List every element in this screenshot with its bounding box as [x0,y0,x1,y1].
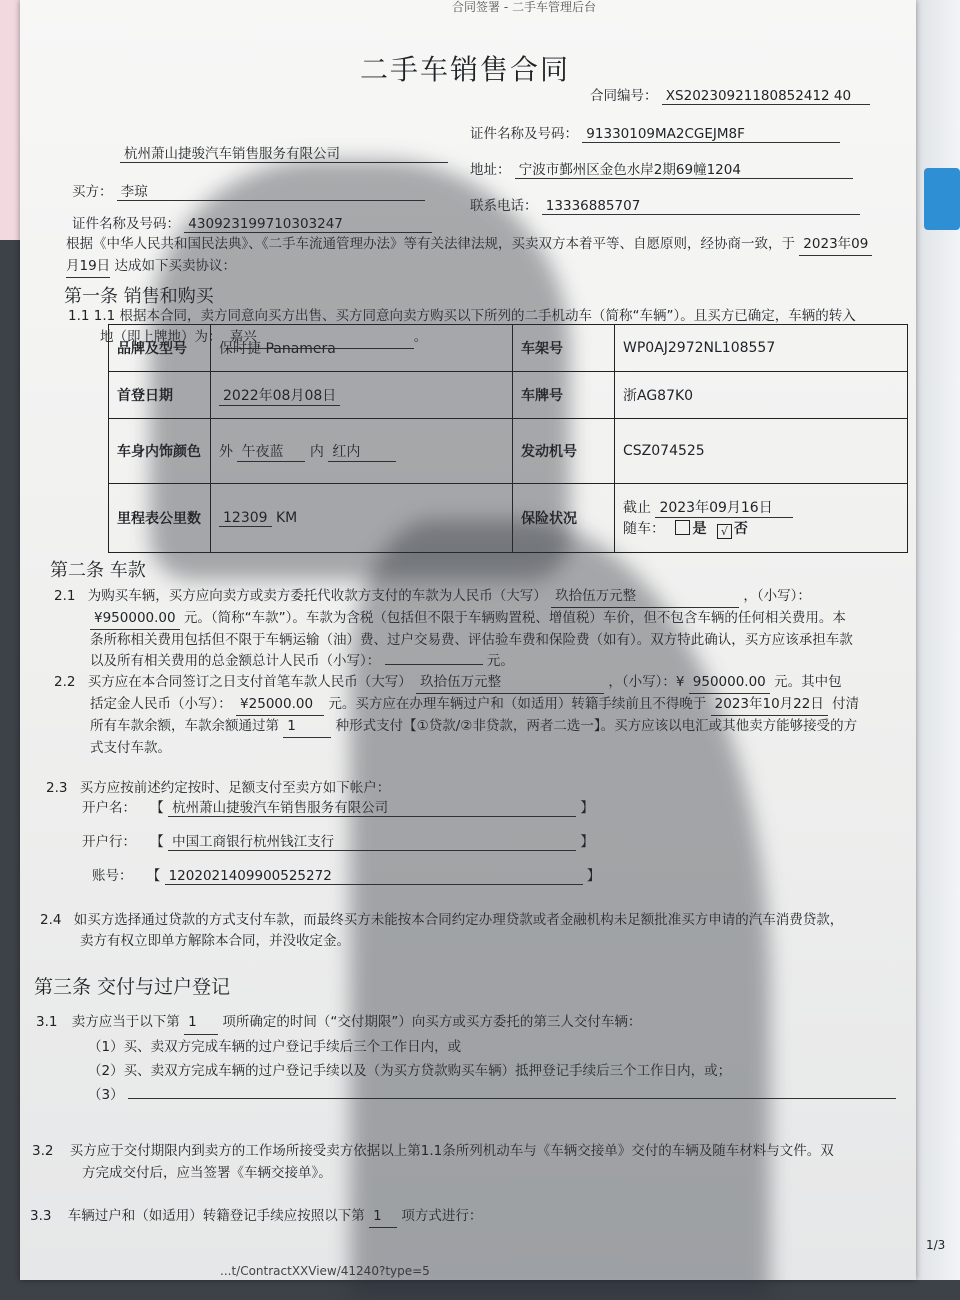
seller-row [120,142,448,163]
reg-date-cell [211,372,513,419]
contract-no-row [590,84,870,105]
exterior-color: 午夜蓝 [237,441,305,462]
clause-number: 2.3 [46,780,68,796]
exterior-label: 外 [219,443,233,460]
buyer-id-label: 证件名称及号码： [72,216,180,232]
bracket: 】 [580,800,594,816]
mileage-cell [211,484,513,553]
first-payment-amount: 950000.00 [689,672,770,694]
clause-text: 买方应按前述约定按时、足额支付至卖方如下帐户： [79,780,391,796]
buyer-id-row [72,212,432,233]
color-label: 车身内饰颜色 [109,419,211,484]
clause-text: 条所称相关费用包括但不限于车辆运输（油）费、过户交易费、评估验车费和保险费（如有）。双方特此确认，买方应该承担车款 [90,632,853,648]
price-in-words: 玖拾伍万元整 [551,586,739,608]
clause-number: 2.1 [54,588,76,604]
clause-text: 种形式支付【①贷款/②非贷款，两者二选一】。买方应该以电汇或其他卖方能够接受的方 [335,718,858,734]
bank-name: 中国工商银行杭州钱江支行 [168,830,576,851]
clause-text: 所有车款余额，车款余额通过第 [90,718,279,734]
bracket: 】 [586,868,601,884]
checkbox-yes [675,520,690,535]
plate-label: 车牌号 [513,372,615,419]
clause-text: 项方式进行： [401,1208,483,1224]
seller-phone-label: 联系电话： [470,198,538,214]
article-2-4 [40,910,920,952]
insurance-until: 2023年09月16日 [655,497,793,518]
seller-id-label: 证件名称及号码： [470,126,578,142]
account-no-row [92,864,600,885]
buyer-name: 李琼 [117,180,425,201]
plate-value: 浙AG87K0 [615,372,908,419]
blue-clip [924,168,960,230]
bracket: 【 [146,868,161,884]
page-number: 1/3 [926,1238,946,1252]
clause-text: 元。（简称“车款”）。车款为含税（包括但不限于车辆购置税、增值税）车价，但不包含车辆的任何相关费用。本 [183,610,846,626]
clause-text: 买方应在本合同签订之日支付首笔车款人民币（大写） [87,674,412,690]
insurance-label: 保险状况 [513,484,615,553]
seller-phone-row [470,194,860,215]
clause-text: 1.1 根据本合同，卖方同意向买方出售、买方同意向卖方购买以下所列的二手机动车（简称“车辆”）。且买方已确定，车辆的转入 [93,308,856,324]
mileage-value: 12309 [219,510,272,527]
color-cell [211,419,513,484]
seller-id-row [470,122,840,143]
account-no-label: 账号： [92,868,133,884]
page-header: 合同签署 - 二手车管理后台 [452,0,596,14]
bank-row [82,830,594,851]
seller-address: 宁波市鄞州区金色水岸2期69幢1204 [515,158,853,179]
clause-text: 以及所有相关费用的总金额总计人民币（小写）： [90,653,381,669]
interior-color: 红内 [328,441,396,462]
transfer-option: 1 [369,1206,397,1228]
seller-address-row [470,158,853,179]
clause-text: 括定金人民币（小写）： [90,696,232,712]
clause-number: 3.3 [30,1208,52,1224]
first-payment-words: 玖拾伍万元整 [416,672,604,694]
clause-text: 付清 [832,696,860,712]
mileage-unit: KM [276,509,298,526]
payment-method: 1 [283,716,331,738]
vehicle-info-table [108,324,908,553]
register-place: 嘉兴 [226,327,414,349]
intro-date-2: 月19日 [66,256,110,278]
clause-text: 项所确定的时间（“交付期限”）向买方或买方委托的第三人交付车辆： [222,1014,642,1030]
mileage-label: 里程表公里数 [109,484,211,553]
insurance-follow-label: 随车： [623,521,665,537]
seller-phone: 13336885707 [542,198,860,215]
clause-text: 买方应于交付期限内到卖方的工作场所接受卖方依据以上第1.1条所列机动车与《车辆交接单》交付的车辆及随车材料与文件。双 [69,1143,834,1159]
clause-number: 2.4 [40,912,62,928]
delivery-option-1: （1）买、卖双方完成车辆的过户登记手续后三个工作日内，或 [88,1039,462,1055]
vin-value: WP0AJ2972NL108557 [615,325,908,372]
yes-label: 是 [692,521,707,537]
clause-text: 为购买车辆，买方应向卖方或卖方委托代收款方支付的车款为人民币（大写） [87,588,547,604]
bracket: 【 [150,834,164,850]
interior-label: 内 [309,443,324,460]
buyer-row [72,180,425,201]
clause-number: 3.1 [36,1014,58,1030]
seller-id: 91330109MA2CGEJM8F [582,126,840,143]
intro-text: 根据《中华人民共和国民法典》、《二手车流通管理办法》等有关法律法规，买卖双方本着平等、自愿原则，经协商一致，于 [66,236,795,252]
article-2-2 [54,672,914,759]
clause-text: 式支付车款。 [90,740,171,756]
clause-text: ，（小写）：¥ [608,674,685,690]
article-2-1 [54,586,904,672]
account-name-row [82,796,594,817]
clause-number: 3.2 [32,1143,54,1159]
article-2-title: 第二条 车款 [50,560,146,581]
clause-number: 2.2 [54,674,76,690]
seller-address-label: 地址： [470,162,511,178]
reg-date-label: 首登日期 [109,372,211,419]
intro-paragraph [66,234,886,278]
balance-deadline: 2023年10月22日 [711,694,828,716]
insurance-until-label: 截止 [623,500,651,516]
clause-text: 元。 [486,653,514,669]
contract-page [20,0,946,1280]
delivery-option-2: （2）买、卖双方完成车辆的过户登记手续以及（为买方贷款购买车辆）抵押登记手续后三个工作日内，或； [88,1063,732,1079]
seller-name: 杭州萧山捷骏汽车销售服务有限公司 [120,142,448,163]
bracket: 】 [580,834,594,850]
clause-text: 车辆过户和（如适用）转籍登记手续应按照以下第 [67,1208,365,1224]
clause-number: 1.1 [68,308,90,324]
article-3-title: 第三条 交付与过户登记 [34,976,231,998]
clause-text: 卖方有权立即单方解除本合同，并没收定金。 [80,933,350,949]
checkbox-no: √ [717,524,732,539]
article-3-1 [36,1010,916,1107]
account-no: 1202021409900525272 [165,868,583,885]
delivery-option-3: （3） [88,1087,124,1103]
insurance-cell [615,484,908,553]
price-amount: ¥950000.00 [90,608,180,630]
article-3-2 [32,1140,912,1184]
clause-text: ，（小写）： [743,588,811,604]
buyer-id: 430923199710303247 [184,216,432,233]
intro-date-1: 2023年09 [799,234,872,256]
contract-title: 二手车销售合同 [360,53,571,86]
no-label: 否 [733,521,748,537]
contract-no: XS20230921180852412 40 [662,88,870,105]
delivery-option: 1 [184,1010,218,1035]
deposit-amount: ¥25000.00 [236,694,324,716]
article-3-3 [30,1206,910,1228]
vin-label: 车架号 [513,325,615,372]
footer-url: ...t/ContractXXView/41240?type=5 [220,1264,430,1278]
article-1-1: 1.1 1.1 根据本合同，卖方同意向买方出售、买方同意向卖方购买以下所列的二手机动车（简称“车辆”）。且买方已确定，车辆的转入 地（即上牌地）为： 嘉兴 。 [68,306,898,349]
engine-value: CSZ074525 [615,419,908,484]
clause-text: 方完成交付后，应当签署《车辆交接单》。 [82,1165,332,1181]
brand-label: 品牌及型号 [109,325,211,372]
account-name-label: 开户名： [82,800,136,816]
clause-text: 如买方选择通过贷款的方式支付车款，而最终买方未能按本合同约定办理贷款或者金融机构未足额批准买方申请的汽车消费贷款， [73,912,844,928]
bank-label: 开户行： [82,834,136,850]
account-name: 杭州萧山捷骏汽车销售服务有限公司 [168,796,576,817]
engine-label: 发动机号 [513,419,615,484]
clause-text: 地（即上牌地）为： [100,329,222,345]
delivery-option-3-blank [128,1098,896,1099]
clause-text: 元。其中包 [774,674,842,690]
total-fees-blank [385,664,483,665]
buyer-label: 买方： [72,184,113,200]
clause-text: 卖方应当于以下第 [71,1014,180,1030]
brand-value: 保时捷 Panamera [211,325,513,372]
reg-date-value: 2022年08月08日 [219,385,340,406]
clause-text: 元。买方应在办理车辆过户和（如适用）转籍手续前且不得晚于 [328,696,707,712]
intro-text-2: 达成如下买卖协议： [114,258,236,274]
contract-no-label: 合同编号： [590,88,658,104]
article-1-title: 第一条 销售和购买 [64,286,214,307]
bracket: 【 [150,800,164,816]
